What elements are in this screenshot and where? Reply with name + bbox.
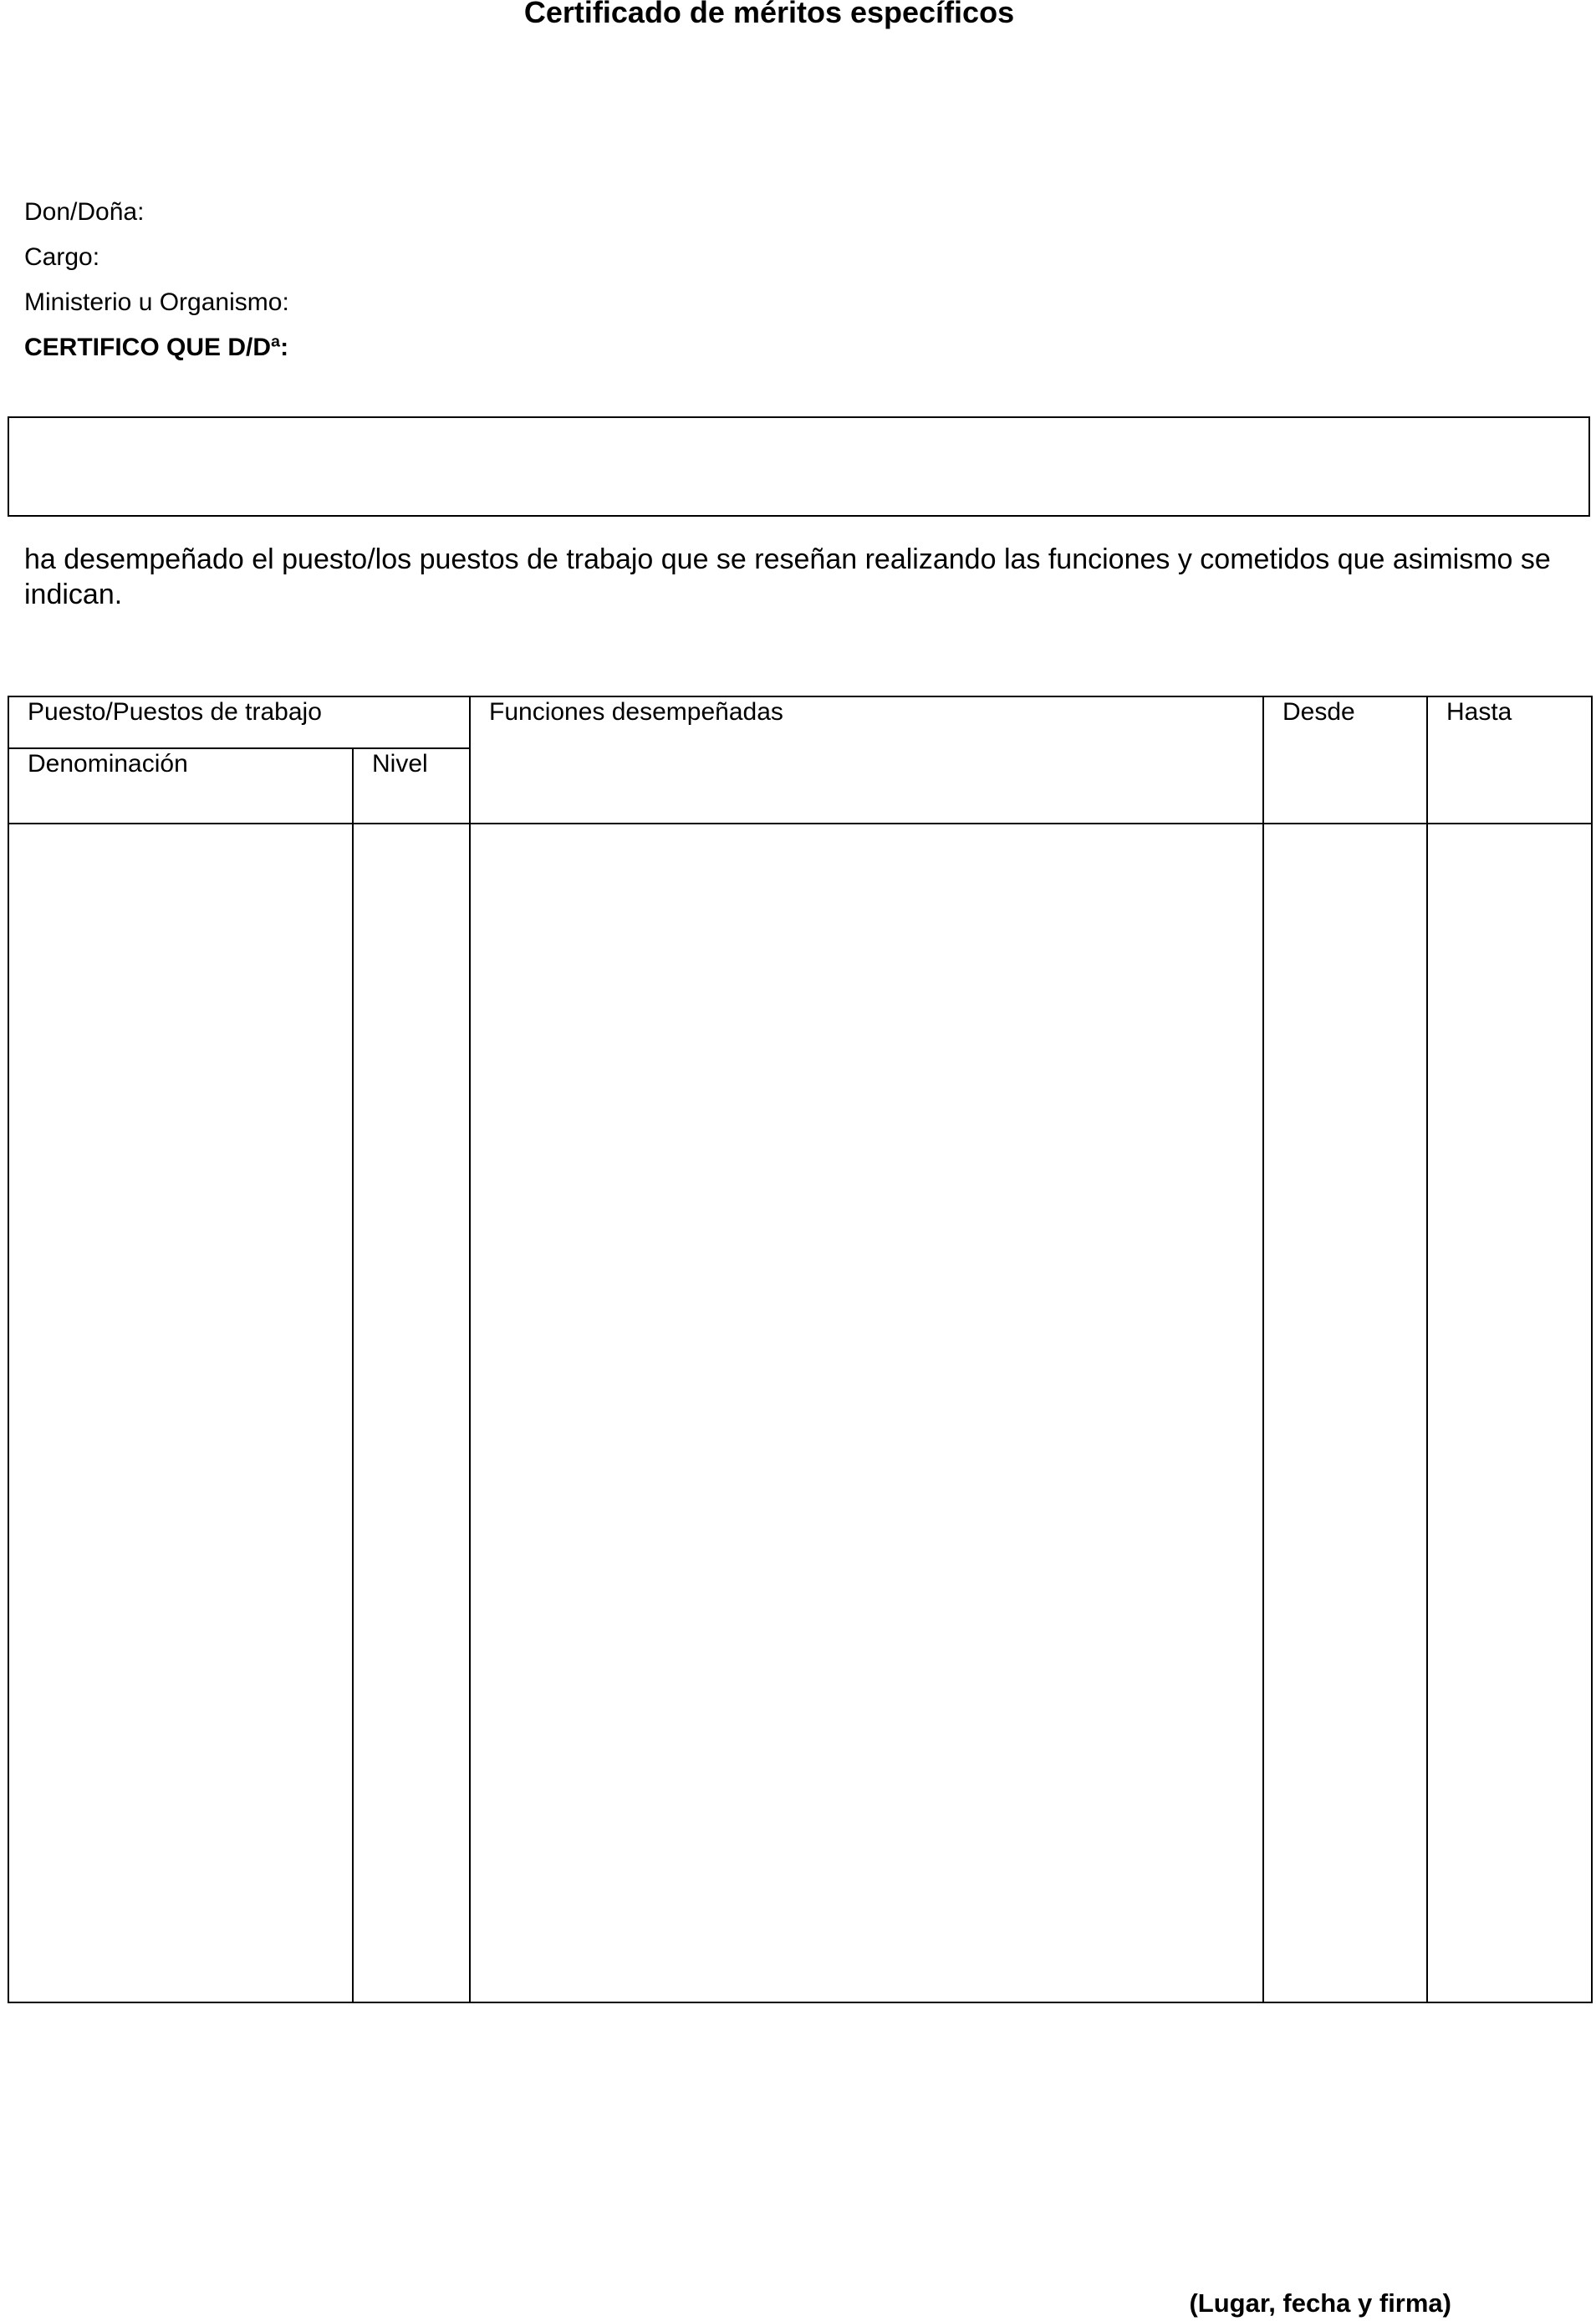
- cell-hasta[interactable]: [1427, 824, 1592, 2002]
- cell-desde[interactable]: [1263, 824, 1427, 2002]
- header-hasta: Hasta: [1427, 696, 1592, 824]
- header-puestos: Puesto/Puestos de trabajo: [8, 696, 470, 748]
- cell-nivel[interactable]: [353, 824, 470, 2002]
- page-title: Certificado de méritos específicos: [523, 0, 1015, 29]
- table-row: [8, 824, 1592, 2002]
- certified-person-box[interactable]: [8, 416, 1590, 517]
- ministerio-label: Ministerio u Organismo:: [24, 288, 289, 316]
- header-desde: Desde: [1263, 696, 1427, 824]
- cell-funciones[interactable]: [470, 824, 1263, 2002]
- posts-table: [8, 696, 1593, 2003]
- signature-line: (Lugar, fecha y firma): [1189, 2288, 1451, 2318]
- header-denominacion: Denominación: [8, 748, 353, 824]
- header-nivel: Nivel: [353, 748, 470, 824]
- cargo-label: Cargo:: [24, 243, 100, 271]
- don-dona-label: Don/Doña:: [24, 198, 145, 226]
- certifico-label: CERTIFICO QUE D/Dª:: [24, 334, 289, 361]
- header-funciones: Funciones desempeñadas: [470, 696, 1263, 824]
- statement-text: ha desempeñado el puesto/los puestos de trabajo que se reseñan realizando las funciones y cometidos que asimismo se indican.: [24, 543, 1551, 610]
- table-header-row: [8, 696, 1592, 748]
- cell-denominacion[interactable]: [8, 824, 353, 2002]
